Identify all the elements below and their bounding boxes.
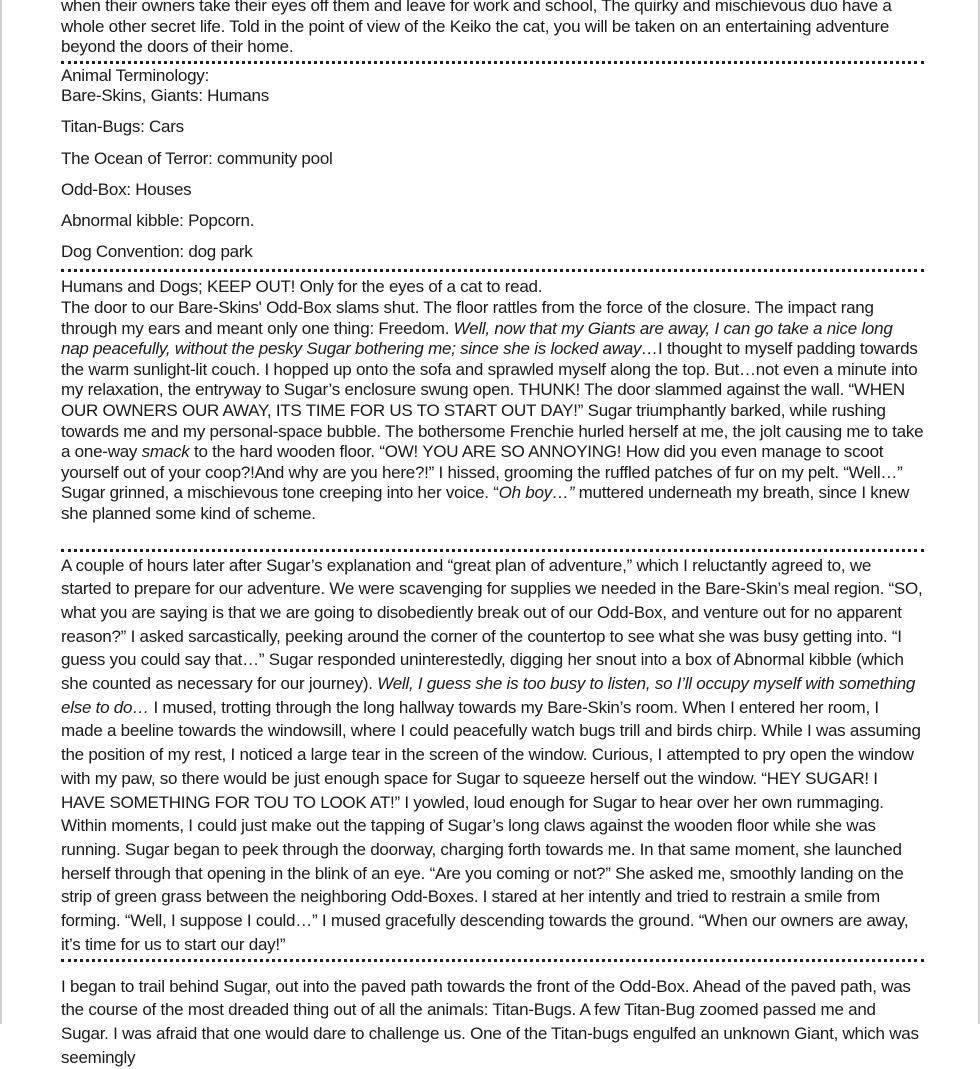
terminology-item: Dog Convention: dog park xyxy=(61,241,253,261)
story-section-2 xyxy=(61,554,924,957)
section-divider xyxy=(61,549,924,552)
terminology-heading: Animal Terminology: xyxy=(61,65,210,85)
terminology-item: Abnormal kibble: Popcorn. xyxy=(61,210,255,230)
section-divider xyxy=(61,959,924,962)
section-divider xyxy=(61,269,924,272)
story-section-1 xyxy=(61,277,924,524)
document-body xyxy=(61,0,924,1069)
terminology-block xyxy=(61,66,924,263)
terminology-item: Titan-Bugs: Cars xyxy=(61,117,184,137)
story-paragraph: I began to trail behind Sugar, out into the paved path towards the front of the Odd-Box. Ahead of the paved path, was the course of the most dreaded thing out of all the animals: Titan-Bugs. A few Titan-Bug zoomed passed me and Sugar. I was afraid that one would dare to challenge us. One of the Titan-bugs engulfed an unknown Giant, which was seemingly xyxy=(61,976,919,1067)
section-divider xyxy=(61,61,924,64)
keep-out-warning: Humans and Dogs; KEEP OUT! Only for the eyes of a cat to read. xyxy=(61,277,543,297)
story-paragraph: The door to our Bare-Skins' Odd-Box slams shut. The floor rattles from the force of the closure. The impact rang through my ears and meant only one thing: Freedom. Well, now that my Giants are away, I can go take a nice long nap peacefully, without the pesky Sugar bothering me; since she is locked away…I thought to myself padding towards the warm sunlight-lit couch. I hopped up onto the sofa and sprawled myself along the top. But…not even a minute into my relaxation, the entryway to Sugar’s enclosure swung open. THUNK! The door slammed against the wall. “WHEN OUR OWNERS OUR AWAY, ITS TIME FOR US TO START OUT DAY!” Sugar triumphantly barked, while rushing towards me and my personal-space bubble. The bothersome Frenchie hurled herself at me, the jolt causing me to take a one-way smack to the hard wooden floor. “OW! YOU ARE SO ANNOYING! How did you even manage to scoot yourself out of your coop?!And why are you here?!” I hissed, grooming the ruffled patches of fur on my pelt. “Well…” Sugar grinned, a mischievous tone creeping into her voice. “Oh boy…” muttered underneath my breath, since I knew she planned some kind of scheme. xyxy=(61,298,924,523)
terminology-item: Odd-Box: Houses xyxy=(61,179,192,199)
terminology-item: The Ocean of Terror: community pool xyxy=(61,148,333,168)
story-paragraph: A couple of hours later after Sugar’s explanation and “great plan of adventure,” which I reluctantly agreed to, we started to prepare for our adventure. We were scavenging for supplies we needed in the Bare-Skin’s meal region. “SO, what you are saying is that we are going to disobediently break out of our Odd-Box, and venture out for no apparent reason?” I asked sarcastically, peeking around the corner of the countertop to see what she was busy getting into. “I guess you could say that…” Sugar responded uninterestedly, digging her snout into a box of Abnormal kibble (which she counted as necessary for our journey). Well, I guess she is too busy to listen, so I’ll occupy myself with something else to do… I mused, trotting through the long hallway towards my Bare-Skin’s room. When I entered her room, I made a beeline towards the windowsill, where I could peacefully watch bugs trill and birds chirp. While I was assuming the position of my rest, I noticed a large tear in the screen of the window. Curious, I attempted to pry open the window with my paw, so there would be just enough space for Sugar to squeeze herself out the window. “HEY SUGAR! I HAVE SOMETHING FOR TOU TO LOOK AT!” I yowled, loud enough for Sugar to hear over her own rummaging. Within moments, I could just make out the tapping of Sugar’s long claws against the wooden floor while she was running. Sugar began to peek through the doorway, charging forth towards me. In that same moment, she launched herself through that opening in the blink of an eye. “Are you coming or not?” She asked me, smoothly landing on the strip of green grass between the neighboring Odd-Boxes. I stared at her intently and tried to restrain a smile from forming. “Well, I suppose I could…” I mused gracefully descending towards the ground. “When our owners are away, it’s time for us to start our day!” xyxy=(61,555,923,954)
story-section-3 xyxy=(61,975,924,1069)
intro-paragraph: when their owners take their eyes off them and leave for work and school, The quirky and mischievous duo have a whole other secret life. Told in the point of view of the Keiko the cat, you will be taken on an entertaining adventure beyond the doors of their home. xyxy=(61,0,892,57)
terminology-item: Bare-Skins, Giants: Humans xyxy=(61,86,269,106)
